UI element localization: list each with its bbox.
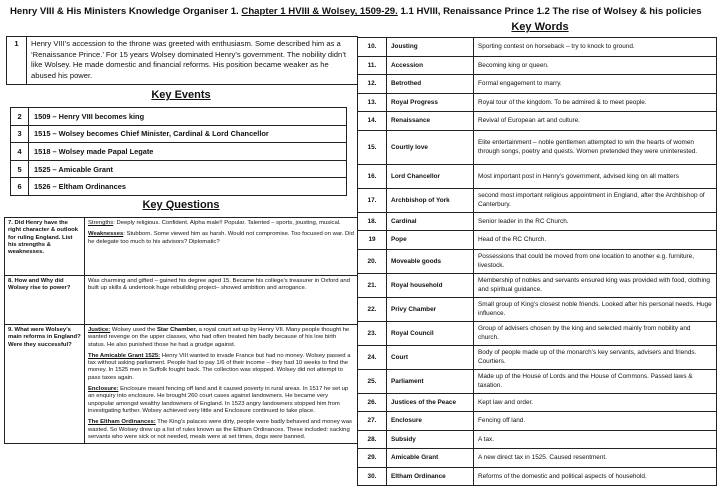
key-words-heading: Key Words bbox=[511, 21, 569, 33]
strengths-label: Strengths bbox=[88, 220, 114, 226]
title-prefix: Henry VIII & His Ministers Knowledge Organiser 1. bbox=[10, 6, 239, 17]
intro-box bbox=[6, 36, 358, 85]
word-definition: Sporting contest on horseback – try to knock to ground. bbox=[474, 38, 717, 57]
word-row bbox=[358, 467, 717, 486]
word-term: Accession bbox=[387, 56, 474, 75]
word-definition: Becoming king or queen. bbox=[474, 56, 717, 75]
word-term: Subsidy bbox=[387, 430, 474, 449]
event-number: 3 bbox=[11, 125, 29, 143]
intro-number: 1 bbox=[7, 37, 27, 85]
word-term: Cardinal bbox=[387, 212, 474, 231]
amicable-grant-text: Henry VIII wanted to invade France but had no money. Wolsey passed a tax without asking parliament. People had to pay 1/6 of their income – they had 10 weeks to find the money. In 1525 men in Suffolk fought back. The collection was stopped. Wolsey did not attempt to pass taxes again. bbox=[88, 352, 351, 381]
word-term: Parliament bbox=[387, 369, 474, 393]
answer-7 bbox=[85, 218, 358, 276]
word-term: Privy Chamber bbox=[387, 297, 474, 321]
word-definition: Head of the RC Church. bbox=[474, 231, 717, 250]
word-row bbox=[358, 393, 717, 412]
word-row bbox=[358, 412, 717, 431]
word-term: Betrothed bbox=[387, 75, 474, 94]
justice-text-b: a royal court set up by Henry VII. Many people thought he wanted revenge on the upper classes, who had often treated him badly because of his low birth status. He also punished those he had a grudge against. bbox=[88, 327, 350, 348]
word-number: 19 bbox=[358, 231, 387, 250]
word-definition: Made up of the House of Lords and the House of Commons. Passed laws & taxation. bbox=[474, 369, 717, 393]
word-row bbox=[358, 212, 717, 231]
event-text: 1526 – Eltham Ordinances bbox=[29, 178, 347, 196]
word-row bbox=[358, 430, 717, 449]
word-number: 11. bbox=[358, 56, 387, 75]
word-definition: Most important post in Henry’s government, advised king on all matters bbox=[474, 164, 717, 188]
word-term: Moveable goods bbox=[387, 249, 474, 273]
word-definition: A new direct tax in 1525. Caused resentment. bbox=[474, 449, 717, 468]
word-row bbox=[358, 93, 717, 112]
word-definition: Reforms of the domestic and political aspects of household. bbox=[474, 467, 717, 486]
amicable-grant-label: The Amicable Grant 1525: bbox=[88, 352, 161, 359]
weaknesses-text: : Stubborn. Some viewed him as harsh. Would not compromise. Too focused on war. Did he delegate too much to his advisors? Diplomatic? bbox=[88, 231, 354, 245]
eltham-label: The Eltham Ordinances: bbox=[88, 419, 156, 426]
word-number: 10. bbox=[358, 38, 387, 57]
word-term: Court bbox=[387, 345, 474, 369]
event-row bbox=[11, 108, 347, 126]
word-term: Royal Progress bbox=[387, 93, 474, 112]
word-row bbox=[358, 321, 717, 345]
word-definition: Revival of European art and culture. bbox=[474, 112, 717, 131]
word-number: 17. bbox=[358, 188, 387, 212]
star-chamber: Star Chamber, bbox=[156, 327, 197, 333]
page-title bbox=[10, 6, 710, 18]
event-row bbox=[11, 178, 347, 196]
enclosure-label: Enclosure: bbox=[88, 386, 119, 393]
word-number: 24. bbox=[358, 345, 387, 369]
word-number: 20. bbox=[358, 249, 387, 273]
answer-8: Was charming and gifted – gained his degree aged 15. Became his college’s treasurer in Oxford and built up skills & undertook huge rebuilding project– showed ambition and arrogance. bbox=[85, 276, 358, 325]
event-number: 4 bbox=[11, 143, 29, 161]
word-term: Amicable Grant bbox=[387, 449, 474, 468]
word-definition: Body of people made up of the monarch’s key servants, advisers and friends. Courtiers. bbox=[474, 345, 717, 369]
word-row bbox=[358, 188, 717, 212]
word-term: Courtly love bbox=[387, 130, 474, 164]
word-number: 18. bbox=[358, 212, 387, 231]
enclosure-text: Enclosure meant fencing off land and it caused poverty in rural areas. In 1517 he set up an enquiry into enclosure. He brought 260 court cases against landowners. He became very unpopular amongst wealthy landowners of England. In 1523 angry landowners stopped him from investigating further. Wolsey achieved very little and Enclosure continued to take place. bbox=[88, 386, 349, 414]
word-number: 29. bbox=[358, 449, 387, 468]
word-definition: A tax. bbox=[474, 430, 717, 449]
eltham-text: The King’s palaces were dirty, people were badly behaved and money was wasted. So Wolsey drew up a list of rules known as the Eltham Ordinances. These included: sacking servants who were sick or not needed, meals were at set times, dogs were banned. bbox=[88, 419, 352, 440]
word-definition: Formal engagement to marry. bbox=[474, 75, 717, 94]
event-text: 1515 – Wolsey becomes Chief Minister, Cardinal & Lord Chancellor bbox=[29, 125, 347, 143]
word-number: 16. bbox=[358, 164, 387, 188]
event-row bbox=[11, 160, 347, 178]
word-number: 27. bbox=[358, 412, 387, 431]
word-term: Justices of the Peace bbox=[387, 393, 474, 412]
event-text: 1509 – Henry VIII becomes king bbox=[29, 108, 347, 126]
word-number: 13. bbox=[358, 93, 387, 112]
word-number: 15. bbox=[358, 130, 387, 164]
word-row bbox=[358, 273, 717, 297]
question-9: 9. What were Wolsey’s main reforms in England? Were they successful? bbox=[5, 325, 85, 444]
word-term: Jousting bbox=[387, 38, 474, 57]
word-term: Enclosure bbox=[387, 412, 474, 431]
word-row bbox=[358, 164, 717, 188]
question-row bbox=[5, 218, 358, 276]
word-term: Royal household bbox=[387, 273, 474, 297]
key-events-table bbox=[10, 107, 347, 196]
event-number: 2 bbox=[11, 108, 29, 126]
word-row bbox=[358, 130, 717, 164]
word-row bbox=[358, 345, 717, 369]
question-row bbox=[5, 325, 358, 444]
word-number: 21. bbox=[358, 273, 387, 297]
word-row bbox=[358, 56, 717, 75]
strengths-text: : Deeply religious. Confident. Alpha male!! Popular. Talented – sports, jousting, musical. bbox=[113, 220, 341, 226]
word-term: Renaissance bbox=[387, 112, 474, 131]
word-term: Pope bbox=[387, 231, 474, 250]
word-number: 28. bbox=[358, 430, 387, 449]
event-text: 1525 – Amicable Grant bbox=[29, 160, 347, 178]
word-definition: Senior leader in the RC Church. bbox=[474, 212, 717, 231]
question-row bbox=[5, 276, 358, 325]
event-text: 1518 – Wolsey made Papal Legate bbox=[29, 143, 347, 161]
word-number: 14. bbox=[358, 112, 387, 131]
word-definition: Fencing off land. bbox=[474, 412, 717, 431]
word-definition: second most important religious appointment in England, after the Archbishop of Canterbury. bbox=[474, 188, 717, 212]
word-definition: Kept law and order. bbox=[474, 393, 717, 412]
word-definition: Small group of King’s closest noble friends. Looked after his personal needs. Huge influence. bbox=[474, 297, 717, 321]
weaknesses-label: Weaknesses bbox=[88, 231, 124, 238]
question-8: 8. How and Why did Wolsey rise to power? bbox=[5, 276, 85, 325]
word-term: Royal Council bbox=[387, 321, 474, 345]
key-questions-table bbox=[4, 217, 358, 444]
word-definition: Possessions that could be moved from one location to another e.g. furniture, livestock. bbox=[474, 249, 717, 273]
event-row bbox=[11, 143, 347, 161]
intro-text: Henry VIII’s accession to the throne was greeted with enthusiasm. Some described him as a ‘Renaissance Prince.’ For 15 years Wolsey dominated Henry’s government. The nobility didn’t like Wolsey. He made domestic and financial reforms. His position became weaker as he abused his power. bbox=[27, 37, 358, 85]
word-definition: Elite entertainment – noble gentlemen attempted to win the hearts of women through songs, poetry and quests. Women pretended they were uninterested. bbox=[474, 130, 717, 164]
word-row bbox=[358, 75, 717, 94]
justice-text-a: Wolsey used the bbox=[110, 327, 157, 333]
word-row bbox=[358, 231, 717, 250]
event-number: 6 bbox=[11, 178, 29, 196]
word-row bbox=[358, 297, 717, 321]
justice-label: Justice: bbox=[88, 327, 111, 333]
event-number: 5 bbox=[11, 160, 29, 178]
key-words-table bbox=[357, 37, 717, 486]
word-row bbox=[358, 449, 717, 468]
word-number: 23. bbox=[358, 321, 387, 345]
word-term: Archbishop of York bbox=[387, 188, 474, 212]
word-number: 22. bbox=[358, 297, 387, 321]
title-chapter: Chapter 1 HVIII & Wolsey, 1509-29. bbox=[241, 6, 398, 17]
word-row bbox=[358, 369, 717, 393]
question-7: 7. Did Henry have the right character & outlook for ruling England. List his strengths & weaknesses. bbox=[5, 218, 85, 276]
title-suffix: 1.1 HVIII, Renaissance Prince 1.2 The rise of Wolsey & his policies bbox=[400, 6, 702, 17]
word-definition: Group of advisers chosen by the king and selected mainly from nobility and church. bbox=[474, 321, 717, 345]
word-row bbox=[358, 249, 717, 273]
answer-9 bbox=[85, 325, 358, 444]
word-number: 25. bbox=[358, 369, 387, 393]
key-events-heading: Key Events bbox=[151, 89, 211, 101]
event-row bbox=[11, 125, 347, 143]
word-row bbox=[358, 38, 717, 57]
word-definition: Membership of nobles and servants ensured king was provided with food, clothing and spiritual guidance. bbox=[474, 273, 717, 297]
word-term: Eltham Ordinance bbox=[387, 467, 474, 486]
word-term: Lord Chancellor bbox=[387, 164, 474, 188]
word-number: 30. bbox=[358, 467, 387, 486]
key-questions-heading: Key Questions bbox=[142, 199, 220, 211]
word-number: 12. bbox=[358, 75, 387, 94]
word-row bbox=[358, 112, 717, 131]
word-definition: Royal tour of the kingdom. To be admired & to meet people. bbox=[474, 93, 717, 112]
word-number: 26. bbox=[358, 393, 387, 412]
